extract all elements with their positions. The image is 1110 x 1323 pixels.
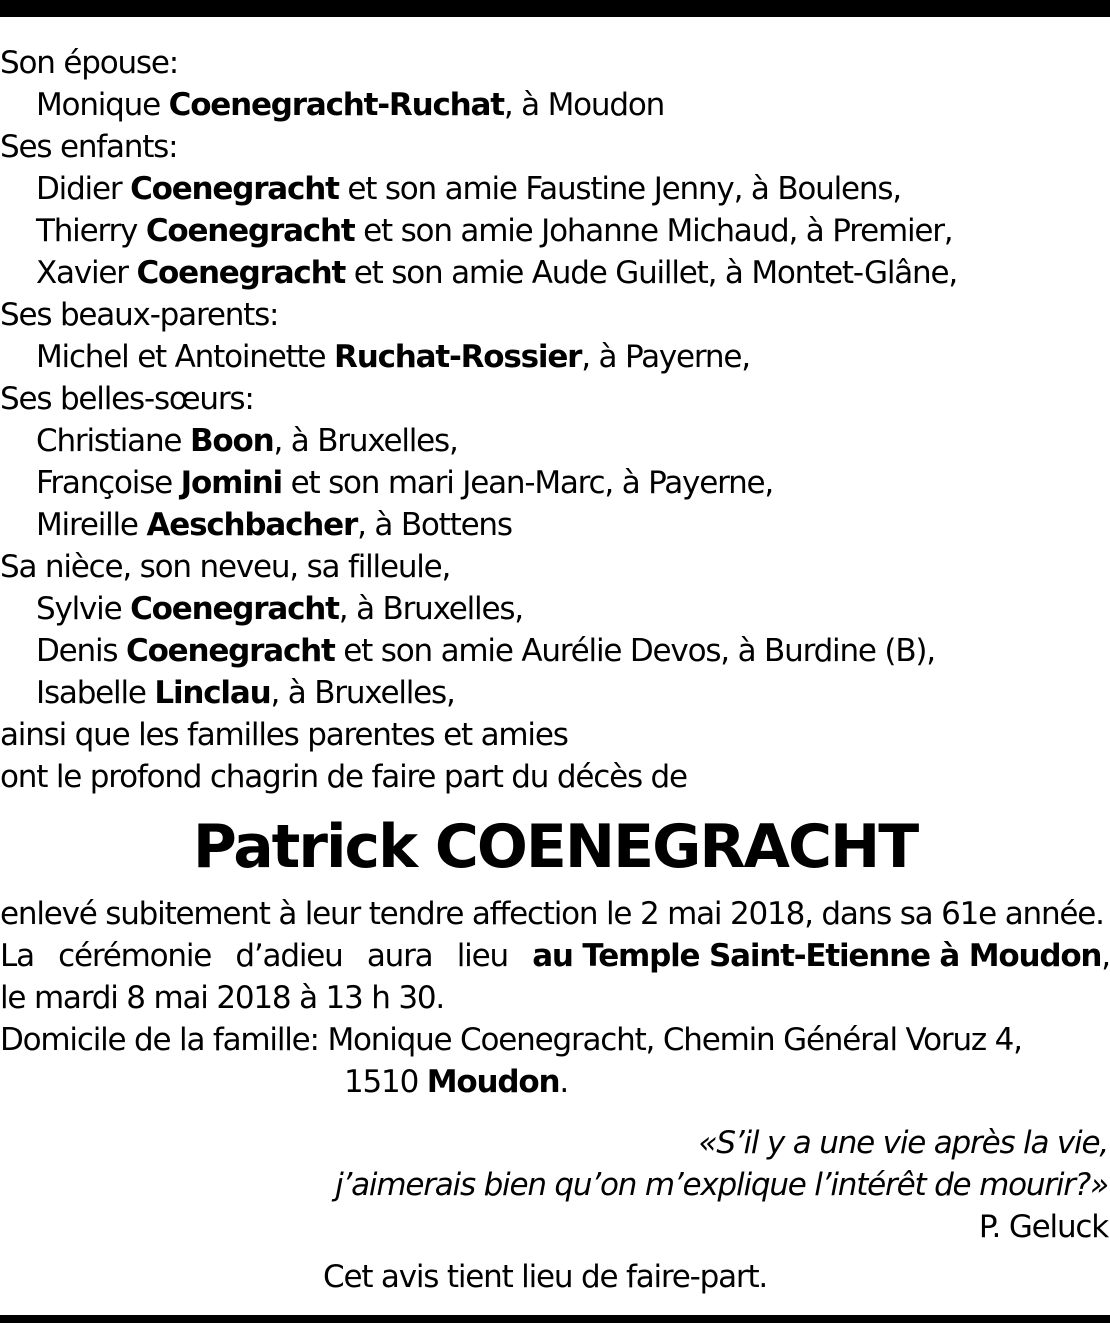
child-entry: Didier Coenegracht et son amie Faustine Jenny, à Boulens,: [36, 171, 901, 207]
domicile-address: Monique Coenegracht, Chemin Général Voruz 4,: [327, 1022, 1022, 1058]
passing-text: enlevé subitement à leur tendre affection le 2 mai 2018, dans sa 61e année.: [0, 896, 1104, 932]
ceremony-line: La cérémonie d’adieu aura lieu au Temple Saint-Etienne à Moudon,: [0, 938, 1110, 974]
bottom-border-rule: [0, 1315, 1110, 1323]
spouse-surname: Coenegracht-Ruchat: [168, 87, 504, 123]
sister-in-law-entry: Françoise Jomini et son mari Jean-Marc, à Payerne,: [36, 465, 774, 501]
relative-entry: Denis Coenegracht et son amie Aurélie Devos, à Burdine (B),: [36, 633, 935, 669]
spouse-heading: Son épouse:: [0, 45, 178, 81]
quote-author: P. Geluck: [978, 1209, 1108, 1245]
child-entry: Xavier Coenegracht et son amie Aude Guillet, à Montet-Glâne,: [36, 255, 958, 291]
domicile-town-line: 1510 Moudon.: [344, 1064, 568, 1100]
niece-nephew-heading: Sa nièce, son neveu, sa filleule,: [0, 549, 451, 585]
deceased-name: Patrick COENEGRACHT: [192, 812, 918, 882]
parents-in-law-entry: Michel et Antoinette Ruchat-Rossier, à Payerne,: [36, 339, 750, 375]
domicile-line: [0, 1019, 1022, 1061]
relative-entry: Isabelle Linclau, à Bruxelles,: [36, 675, 455, 711]
spouse-entry: Monique Coenegracht-Ruchat, à Moudon: [36, 87, 665, 123]
child-entry: Thierry Coenegracht et son amie Johanne Michaud, à Premier,: [36, 213, 953, 249]
children-heading: Ses enfants:: [0, 129, 178, 165]
announcement-line: ainsi que les familles parentes et amies: [0, 717, 568, 753]
ceremony-date: le mardi 8 mai 2018 à 13 h 30.: [0, 980, 445, 1016]
announcement-line: ont le profond chagrin de faire part du décès de: [0, 759, 687, 795]
top-border-rule: [0, 0, 1110, 17]
ceremony-place: au Temple Saint-Etienne à Moudon: [532, 938, 1102, 974]
sister-in-law-entry: Mireille Aeschbacher, à Bottens: [36, 507, 512, 543]
sister-in-law-entry: Christiane Boon, à Bruxelles,: [36, 423, 458, 459]
parents-in-law-heading: Ses beaux-parents:: [0, 297, 279, 333]
quote-line: j’aimerais bien qu’on m’explique l’intérêt de mourir?»: [335, 1167, 1108, 1203]
quote-line: «S’il y a une vie après la vie,: [698, 1125, 1108, 1161]
closing-note: Cet avis tient lieu de faire-part.: [323, 1259, 768, 1295]
sisters-in-law-heading: Ses belles-sœurs:: [0, 381, 254, 417]
domicile-label: Domicile de la famille:: [0, 1022, 319, 1058]
relative-entry: Sylvie Coenegracht, à Bruxelles,: [36, 591, 523, 627]
